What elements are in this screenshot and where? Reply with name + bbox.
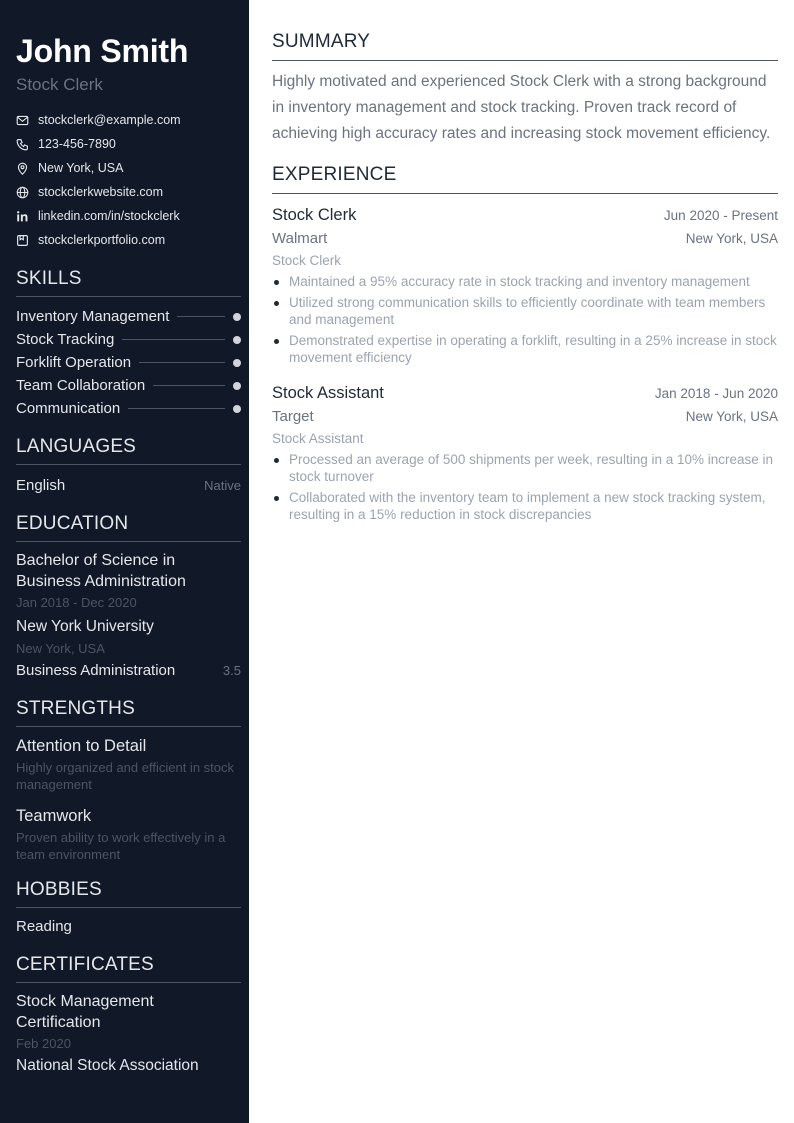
certificate-title: Stock Management Certification [16,993,154,1031]
job-bullet: Processed an average of 500 shipments per week, resulting in a 10% increase in stock turnover [272,451,778,485]
job-title: Stock Assistant [272,384,384,402]
job-company-row [272,228,778,250]
strength-title: Teamwork [16,807,92,825]
skill-label: Communication [16,400,121,417]
strength-description: Proven ability to work effectively in a team environment [16,830,226,862]
job-location: New York, USA [685,231,778,246]
job-bullet: Utilized strong communication skills to efficiently coordinate with team members and management [272,294,778,328]
portfolio-icon [16,234,29,247]
skill-label: Stock Tracking [16,331,115,348]
education-dates: Jan 2018 - Dec 2020 [16,595,137,610]
contact-phone-text: 123-456-7890 [38,137,116,151]
contact-linkedin[interactable] [16,204,241,228]
job-bullets [272,273,778,366]
skill-line [128,408,225,409]
skill-dot-icon [233,359,241,367]
skill-item [16,305,241,328]
main-content [249,0,794,1123]
experience-section [272,163,778,523]
contact-portfolio-text: stockclerkportfolio.com [38,233,166,247]
candidate-title: Stock Clerk [16,75,103,94]
job-company: Target [272,408,314,425]
language-level: Native [204,477,241,493]
certificates-heading: CERTIFICATES [16,954,241,983]
skill-item [16,328,241,351]
job-title: Stock Clerk [272,206,357,224]
hobby-item: Reading [16,918,72,935]
education-field-row [16,660,241,682]
contact-phone[interactable] [16,132,241,156]
job-entry [272,204,778,366]
job-entry [272,382,778,523]
contact-email-text: stockclerk@example.com [38,113,181,127]
contact-portfolio[interactable] [16,228,241,252]
job-dates: Jun 2020 - Present [663,208,778,223]
education-heading: EDUCATION [16,513,241,542]
candidate-name: John Smith [16,33,189,69]
summary-heading: SUMMARY [272,30,778,61]
job-location: New York, USA [685,409,778,424]
language-item [16,473,241,497]
mail-icon [16,114,29,127]
job-position: Stock Assistant [272,431,364,446]
certificate-date: Feb 2020 [16,1036,71,1051]
hobbies-heading: HOBBIES [16,879,241,908]
contact-website-text: stockclerkwebsite.com [38,185,164,199]
skill-line [153,385,225,386]
phone-icon [16,138,29,151]
strengths-heading: STRENGTHS [16,698,241,727]
contact-website[interactable] [16,180,241,204]
job-bullet: Collaborated with the inventory team to implement a new stock tracking system, resulting in a 15% reduction in stock discrepancies [272,489,778,523]
skill-dot-icon [233,382,241,390]
skills-heading: SKILLS [16,268,241,297]
skill-dot-icon [233,336,241,344]
education-field: Business Administration [16,662,176,679]
education-gpa: 3.5 [222,663,241,678]
strength-description: Highly organized and efficient in stock management [16,760,234,792]
job-position: Stock Clerk [272,253,342,268]
skill-line [177,316,225,317]
job-bullet: Maintained a 95% accuracy rate in stock tracking and inventory management [272,273,778,290]
strength-title: Attention to Detail [16,737,147,755]
languages-heading: LANGUAGES [16,436,241,465]
summary-text: Highly motivated and experienced Stock Clerk with a strong background in inventory management and stock tracking. Proven track record of achieving high accuracy rates and increasing stock movement efficiency. [272,73,771,142]
contact-email[interactable] [16,108,241,132]
job-header [272,204,778,226]
job-company-row [272,406,778,428]
education-degree: Bachelor of Science in Business Administration [16,552,186,590]
job-dates: Jan 2018 - Jun 2020 [654,386,778,401]
skill-dot-icon [233,313,241,321]
experience-heading: EXPERIENCE [272,163,778,194]
sidebar [0,0,249,1123]
skill-dot-icon [233,405,241,413]
skill-item [16,351,241,374]
linkedin-icon [16,210,29,223]
job-company: Walmart [272,230,328,247]
job-header [272,382,778,404]
job-bullet: Demonstrated expertise in operating a forklift, resulting in a 25% increase in stock movement efficiency [272,332,778,366]
location-pin-icon [16,162,29,175]
skill-item [16,397,241,420]
contact-location-text: New York, USA [38,161,124,175]
contact-location [16,156,241,180]
globe-icon [16,186,29,199]
skill-label: Forklift Operation [16,354,132,371]
contact-linkedin-text: linkedin.com/in/stockclerk [38,209,180,223]
skill-item [16,374,241,397]
skill-line [139,362,225,363]
contact-list [16,108,241,252]
education-location: New York, USA [16,641,105,656]
job-bullets [272,451,778,523]
skill-label: Inventory Management [16,308,170,325]
education-school: New York University [16,618,154,635]
language-name: English [16,476,66,494]
certificate-issuer: National Stock Association [16,1057,199,1074]
skills-list [16,305,241,420]
skill-line [122,339,225,340]
skill-label: Team Collaboration [16,377,146,394]
